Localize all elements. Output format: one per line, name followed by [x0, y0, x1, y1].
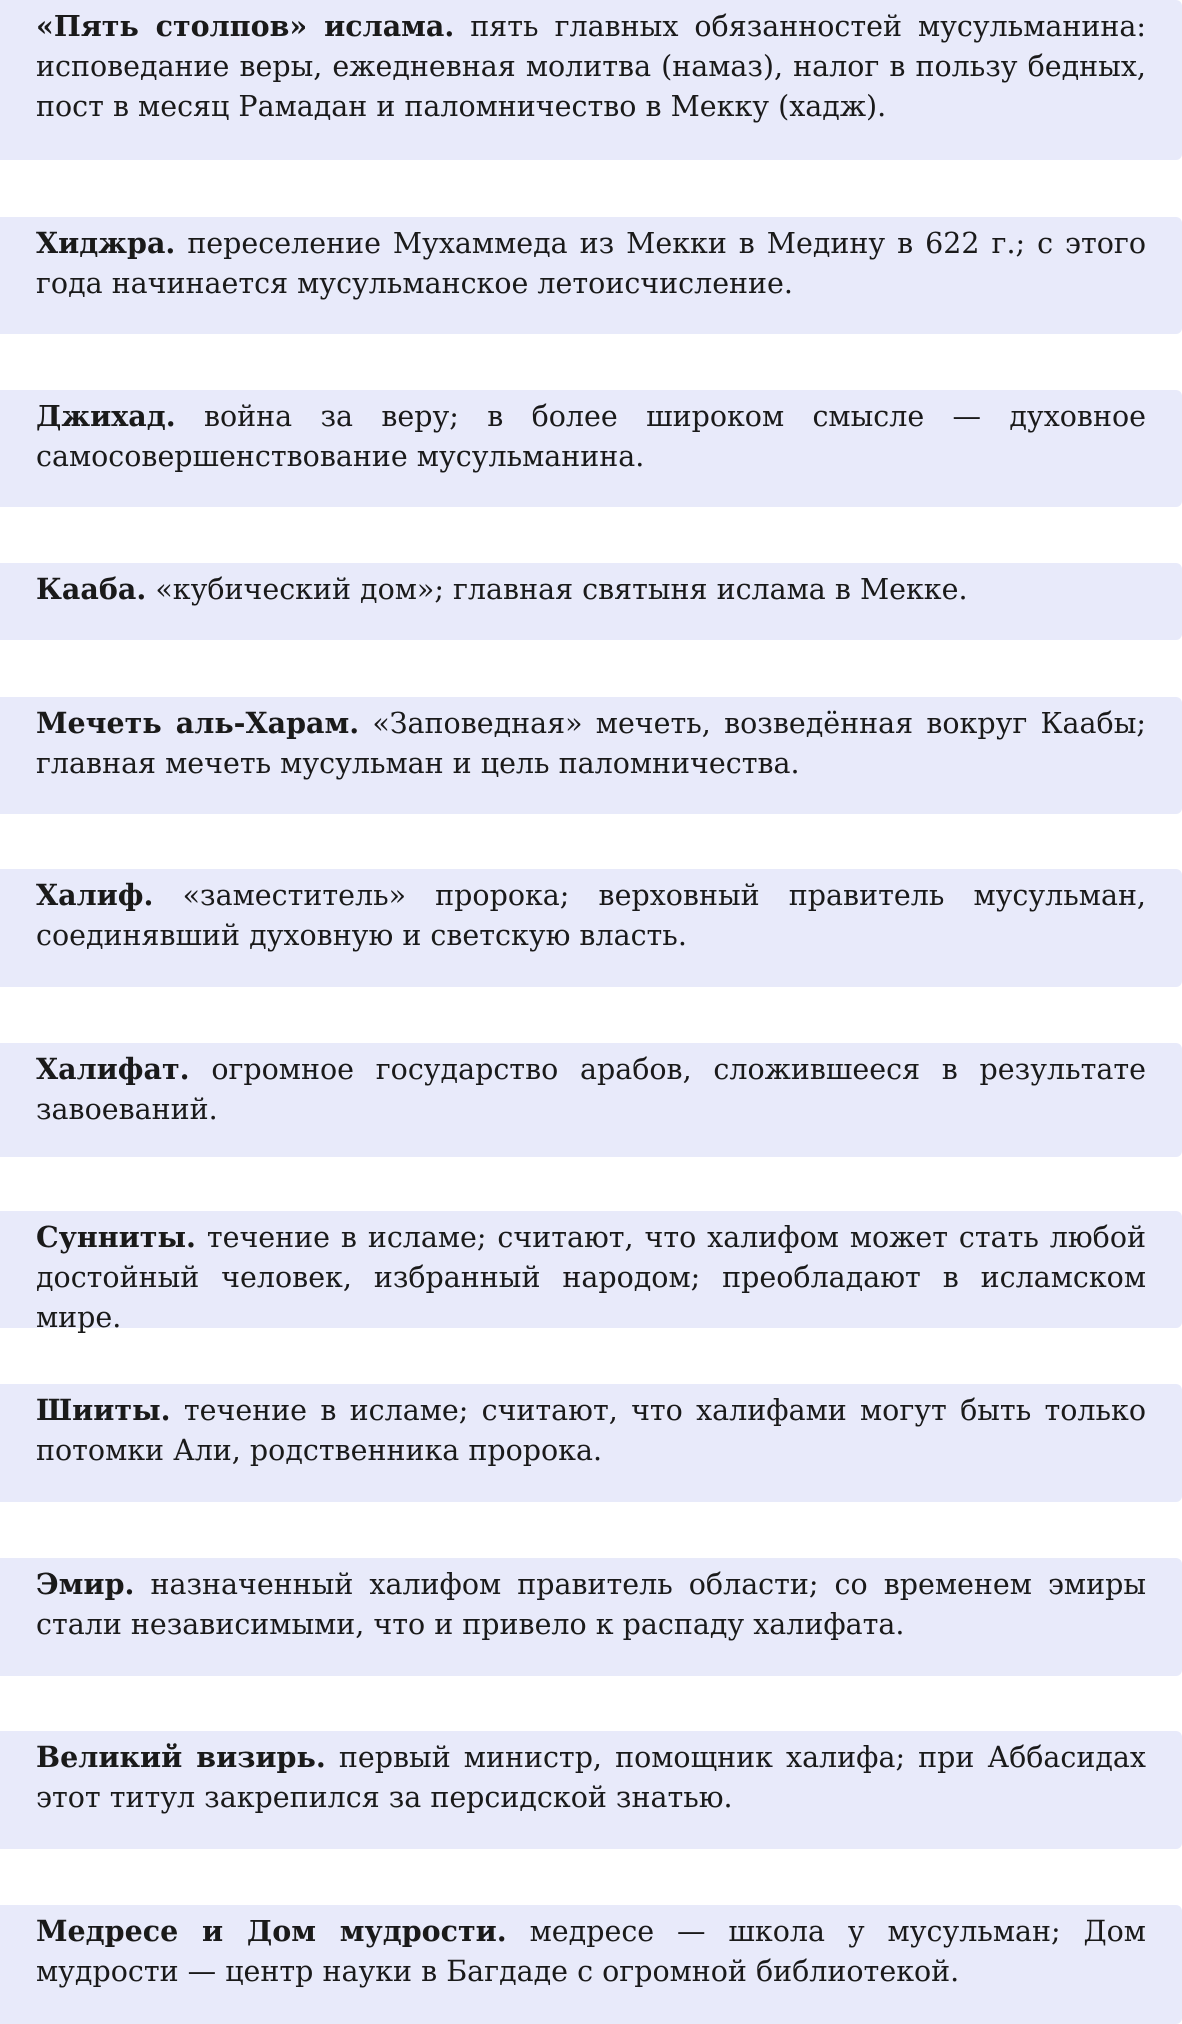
entry-text — [36, 1911, 1146, 1992]
entry-definition: «Заповедная» мечеть, возведённая вокруг Каабы; главная мечеть мусульман и цель паломничества. — [36, 707, 1146, 780]
entry-term: Шииты. — [36, 1393, 171, 1427]
entry-definition: война за веру; в более широком смысле — духовное самосовершенствование мусульманина. — [36, 400, 1146, 473]
entry-term: Великий визирь. — [36, 1740, 326, 1774]
entry-term: Эмир. — [36, 1567, 135, 1601]
entry-definition: первый министр, помощник халифа; при Аббасидах этот титул закрепился за персидской знатью. — [36, 1741, 1146, 1814]
glossary-entry-five-pillars — [0, 0, 1182, 160]
entry-text — [36, 1737, 1146, 1818]
glossary-entry-emir — [0, 1558, 1182, 1676]
entry-text — [36, 1564, 1146, 1645]
glossary-entry-sunnis — [0, 1211, 1182, 1334]
glossary-entry-grand-vizier — [0, 1731, 1182, 1849]
entry-definition: течение в исламе; считают, что халифом может стать любой достойный человек, избранный народом; преобладают в исламском мире. — [36, 1221, 1146, 1334]
entry-term: Халиф. — [36, 878, 154, 912]
glossary-entry-kaaba — [0, 563, 1182, 640]
entry-definition: «заместитель» пророка; верховный правитель мусульман, соединявший духовную и светскую власть. — [36, 879, 1146, 952]
entry-definition: «кубический дом»; главная святыня ислама в Мекке. — [146, 573, 968, 606]
entry-text — [36, 1049, 1146, 1130]
entry-term: Хиджра. — [36, 226, 176, 260]
entry-text — [36, 875, 1146, 956]
entry-text — [36, 703, 1146, 784]
entry-term: Джихад. — [36, 399, 176, 433]
entry-term: Халифат. — [36, 1052, 190, 1086]
entry-term: Медресе и Дом мудрости. — [36, 1914, 507, 1948]
entry-definition: назначенный халифом правитель области; со временем эмиры стали независимыми, что и привело к распаду халифата. — [36, 1568, 1146, 1641]
entry-term: «Пять столпов» ислама. — [36, 9, 455, 43]
entry-definition: пять главных обязанностей мусульманина: исповедание веры, ежедневная молитва (намаз), налог в пользу бедных, пост в месяц Рамадан и паломничество в Мекку (хадж). — [36, 10, 1146, 123]
entry-definition: переселение Мухаммеда из Мекки в Медину в 622 г.; с этого года начинается мусульманское летоисчисление. — [36, 227, 1146, 300]
glossary-entry-madrasa — [0, 1905, 1182, 2024]
entry-term: Сунниты. — [36, 1220, 196, 1254]
entry-text — [36, 1217, 1146, 1338]
entry-text — [36, 223, 1146, 304]
glossary-entry-jihad — [0, 390, 1182, 507]
entry-text — [36, 1390, 1146, 1471]
glossary-entry-al-haram — [0, 697, 1182, 814]
glossary-entry-hijra — [0, 217, 1182, 334]
entry-definition: огромное государство арабов, сложившееся в результате завоеваний. — [36, 1053, 1146, 1126]
glossary-entry-shiites — [0, 1384, 1182, 1502]
entry-text — [36, 396, 1146, 477]
entry-definition: течение в исламе; считают, что халифами могут быть только потомки Али, родственника пророка. — [36, 1394, 1146, 1467]
glossary-entry-caliphate — [0, 1043, 1182, 1157]
entry-definition: медресе — школа у мусульман; Дом мудрости — центр науки в Багдаде с огромной библиотекой. — [36, 1915, 1146, 1988]
entry-term: Кааба. — [36, 572, 147, 606]
glossary-entry-caliph — [0, 869, 1182, 987]
entry-text — [36, 6, 1146, 127]
entry-term: Мечеть аль-Харам. — [36, 706, 360, 740]
entry-text — [36, 569, 1146, 610]
